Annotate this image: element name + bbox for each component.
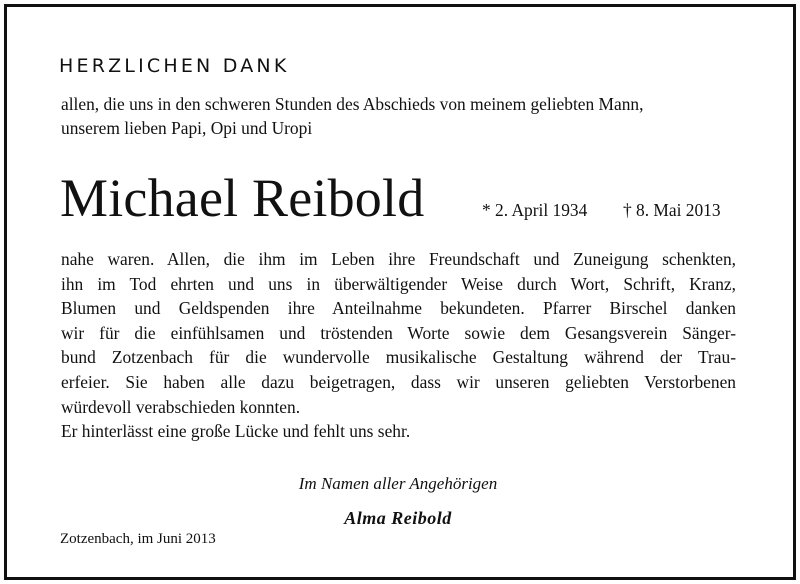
body-line: erfeier. Sie haben alle dazu beigetragen, dass wir unseren geliebten Verstorbenen <box>61 371 736 392</box>
body-line: wir für die einfühlsamen und tröstenden Worte sowie dem Gesangsverein Sänger- <box>61 322 736 343</box>
body-line: ihn im Tod ehrten und uns in überwältigender Weise durch Wort, Schrift, Kranz, <box>61 273 736 294</box>
death-date: † 8. Mai 2013 <box>623 200 721 220</box>
intro-text <box>61 92 643 140</box>
notice-heading: HERZLICHEN DANK <box>59 55 290 77</box>
intro-line: unserem lieben Papi, Opi und Uropi <box>61 118 313 138</box>
place-date: Zotzenbach, im Juni 2013 <box>60 531 216 547</box>
deceased-name: Michael Reibold <box>60 168 425 228</box>
body-line: nahe waren. Allen, die ihm im Leben ihre Freundschaft und Zuneigung schenkten, <box>61 249 736 269</box>
intro-line: allen, die uns in den schweren Stunden des Abschieds von meinem geliebten Mann, <box>61 94 644 114</box>
thank-you-text <box>61 247 736 444</box>
body-line: würdevoll verabschieden konnten. <box>61 396 301 417</box>
body-line: Er hinterlässt eine große Lücke und fehlt uns sehr. <box>61 421 411 442</box>
on-behalf-text: Im Namen aller Angehörigen <box>298 474 498 493</box>
signer-name: Alma Reibold <box>344 508 452 528</box>
body-line: Blumen und Geldspenden ihre Anteilnahme bekundeten. Pfarrer Birschel danken <box>61 298 736 319</box>
birth-date: * 2. April 1934 <box>482 200 588 220</box>
body-line: bund Zotzenbach für die wundervolle musikalische Gestaltung während der Trau- <box>61 347 736 368</box>
